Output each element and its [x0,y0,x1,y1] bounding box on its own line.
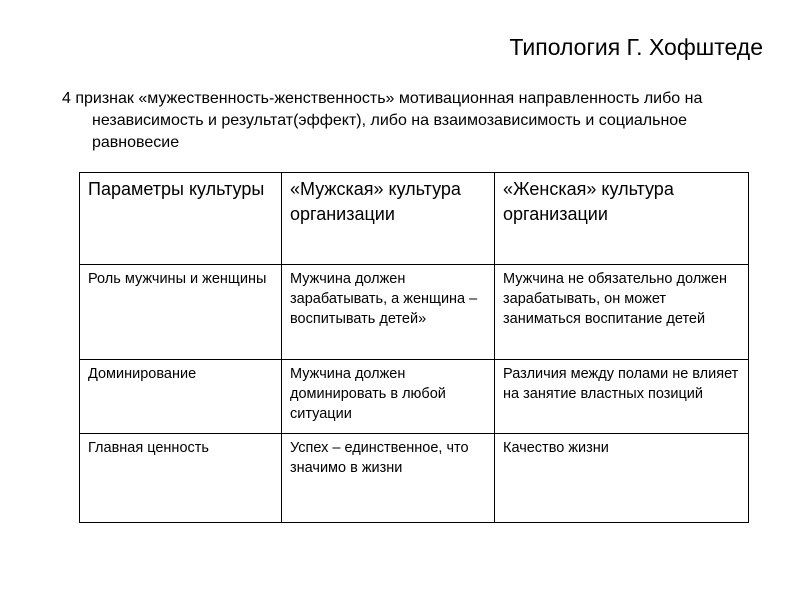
header-feminine-culture: «Женская» культура организации [495,173,749,265]
header-masculine-culture: «Мужская» культура организации [282,173,495,265]
cell-parameter: Роль мужчины и женщины [80,265,282,360]
table-row [80,360,749,434]
slide-title: Типология Г. Хофштеде [509,34,763,60]
cell-masculine: Мужчина должен зарабатывать, а женщина – воспитывать детей» [282,265,495,360]
header-parameters: Параметры культуры [80,173,282,265]
table-row [80,434,749,523]
cell-masculine: Успех – единственное, что значимо в жизни [282,434,495,523]
intro-paragraph: 4 признак «мужественность-женственность» мотивационная направленность либо на независимость и результат(эффект), либо на взаимозависимость и социальное равновесие [62,90,703,151]
hofstede-table [79,172,749,523]
table-row [80,265,749,360]
cell-masculine: Мужчина должен доминировать в любой ситуации [282,360,495,434]
cell-feminine: Различия между полами не влияет на занятие властных позиций [495,360,749,434]
cell-parameter: Главная ценность [80,434,282,523]
cell-feminine: Мужчина не обязательно должен зарабатывать, он может заниматься воспитание детей [495,265,749,360]
table-header-row [80,173,749,265]
cell-feminine: Качество жизни [495,434,749,523]
cell-parameter: Доминирование [80,360,282,434]
